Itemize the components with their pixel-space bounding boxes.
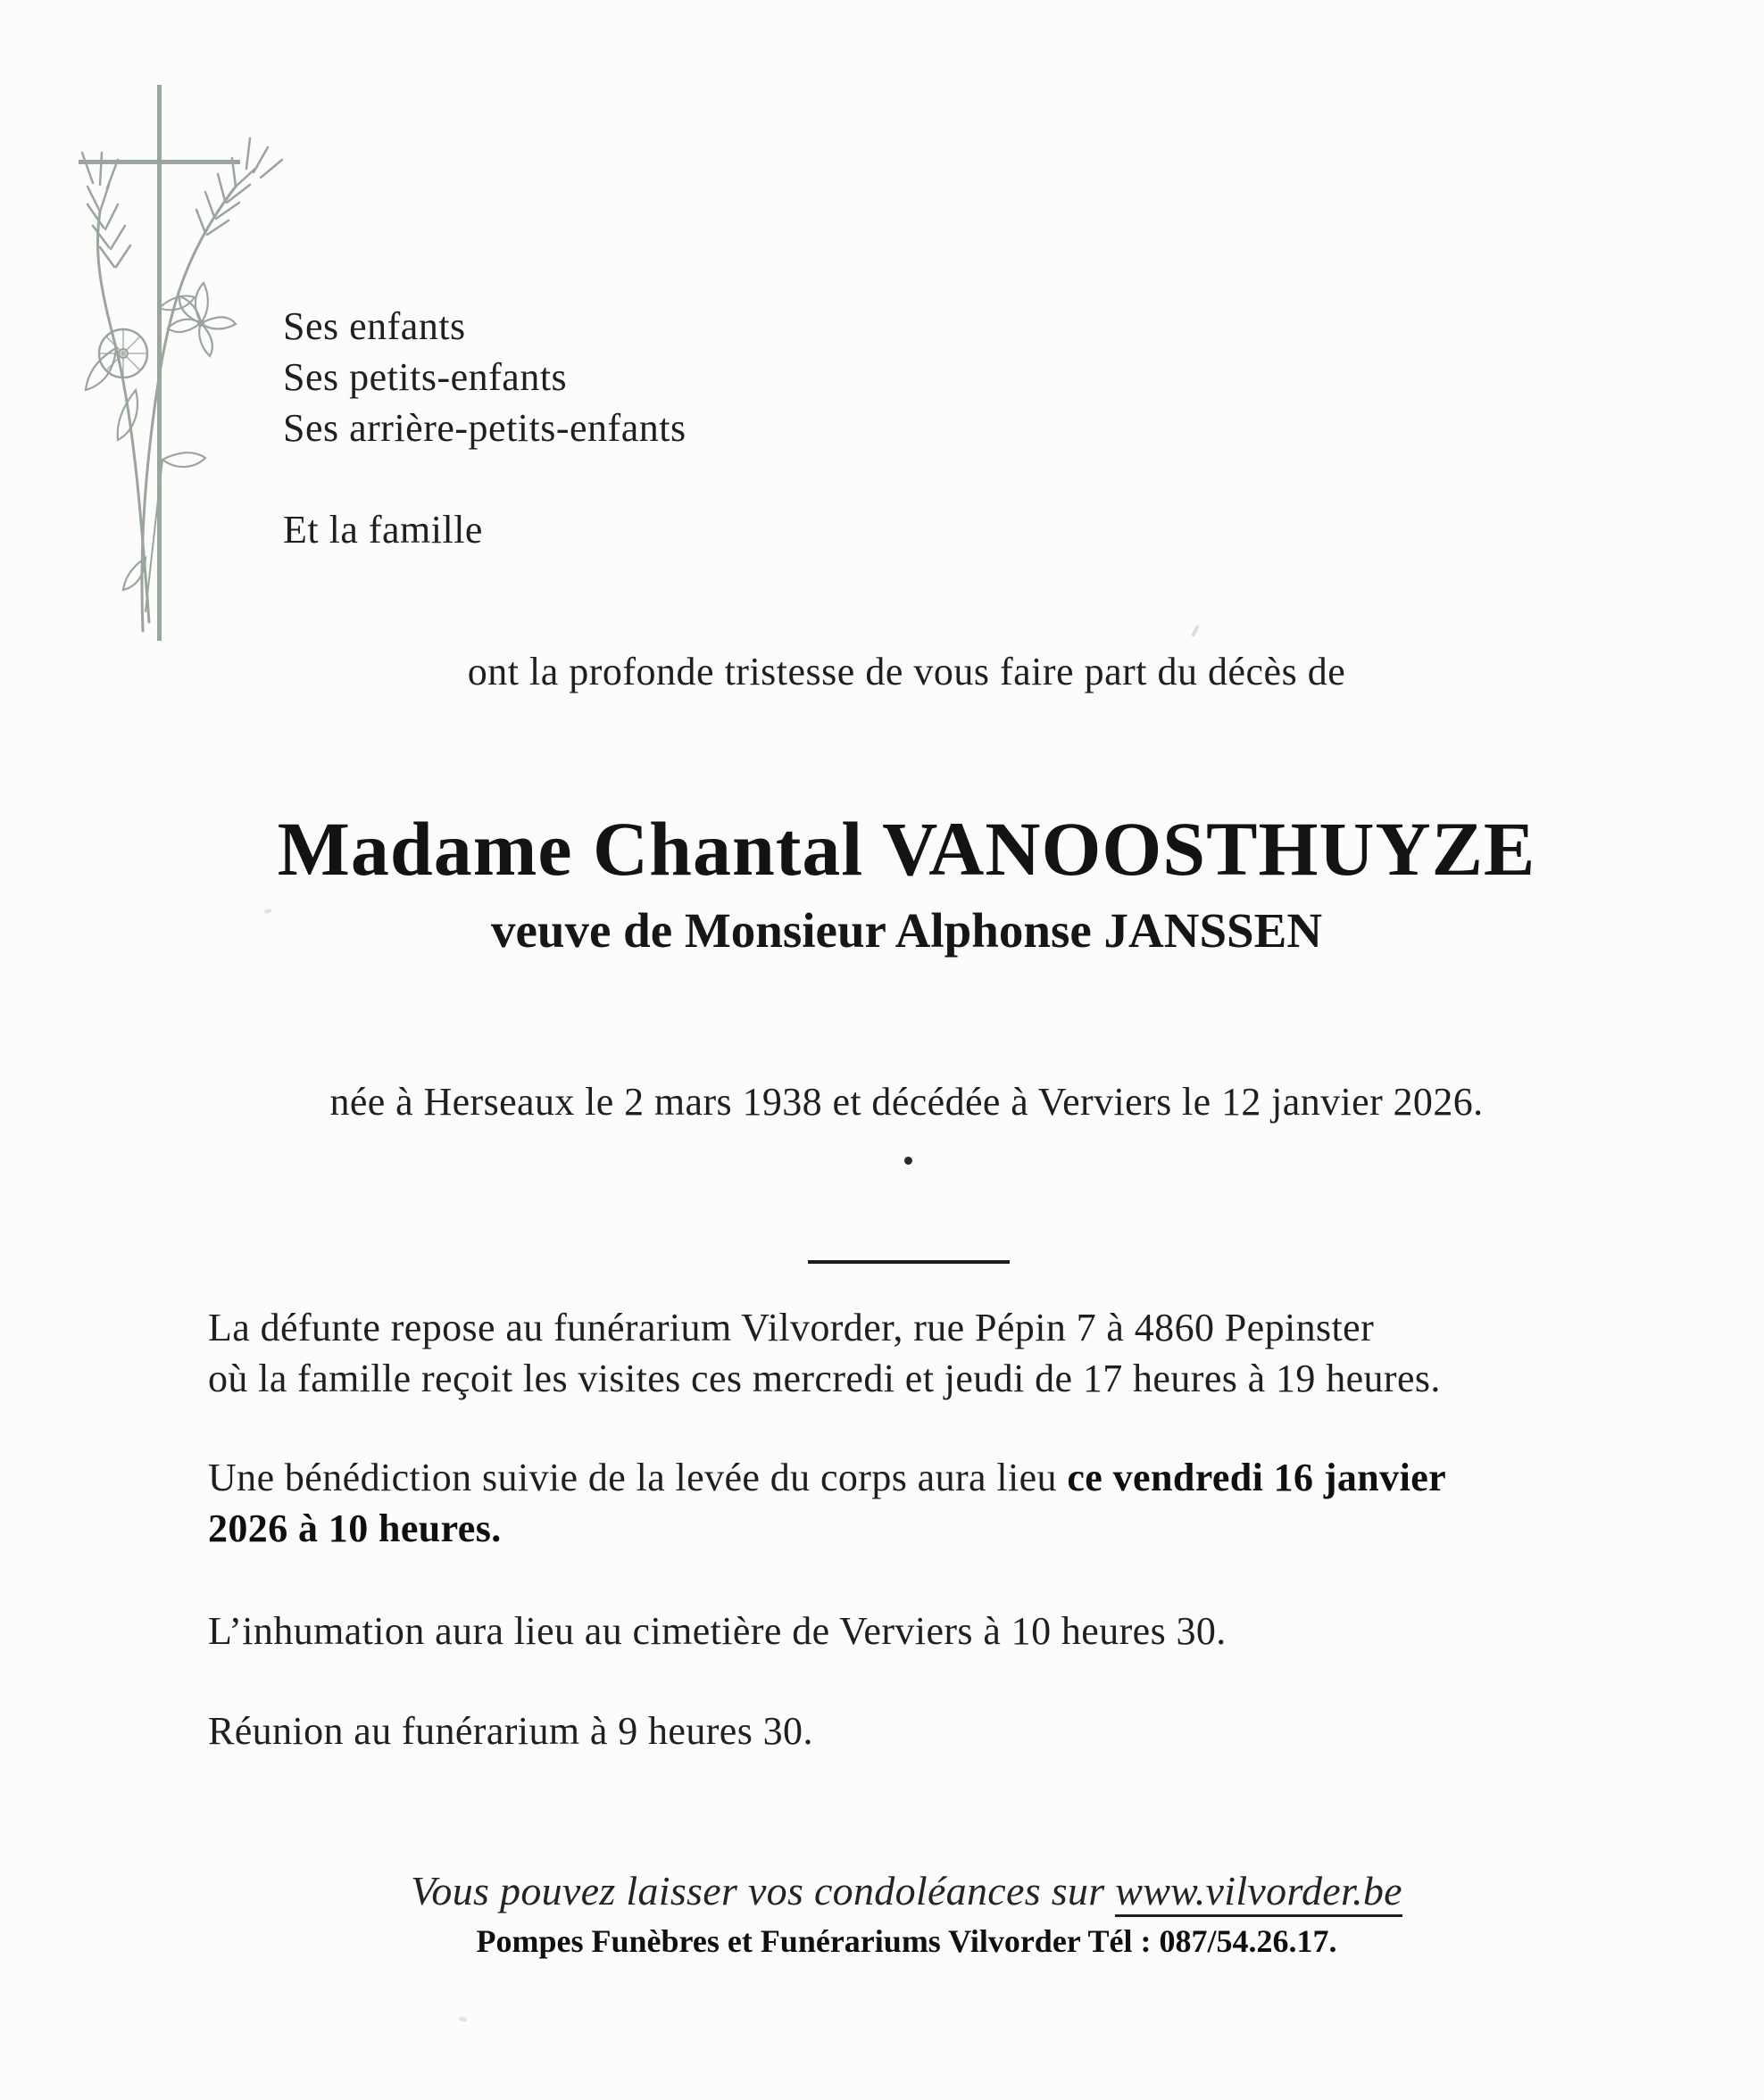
condolences-text: Vous pouvez laisser vos condoléances sur bbox=[411, 1868, 1116, 1913]
section-divider bbox=[808, 1260, 1010, 1264]
family-line: Et la famille bbox=[283, 508, 483, 552]
repose-paragraph bbox=[208, 1302, 1441, 1404]
mourner-line: Ses enfants bbox=[283, 304, 466, 348]
stem-right bbox=[142, 187, 236, 631]
benediction-bold-date: ce vendredi 16 janvier bbox=[1067, 1456, 1447, 1499]
flower-round bbox=[99, 329, 147, 378]
funeral-home-line: Pompes Funèbres et Funérariums Vilvorder Tél : 087/54.26.17. bbox=[476, 1923, 1337, 1959]
condolences-line bbox=[49, 1865, 1764, 1917]
inhumation-paragraph: L’inhumation aura lieu au cimetière de Verviers à 10 heures 30. bbox=[208, 1609, 1227, 1653]
mourner-line: Ses arrière-petits-enfants bbox=[283, 406, 686, 450]
wheat-ear-right bbox=[196, 138, 282, 235]
scan-speck bbox=[459, 2016, 468, 2022]
deceased-relation: veuve de Monsieur Alphonse JANSSEN bbox=[490, 903, 1323, 958]
deceased-name: Madame Chantal VANOOSTHUYZE bbox=[277, 806, 1536, 892]
blank-line bbox=[283, 453, 686, 504]
wheat-ear-left bbox=[82, 153, 130, 267]
benediction-paragraph bbox=[208, 1452, 1446, 1554]
repose-line-1: La défunte repose au funérarium Vilvorder, rue Pépin 7 à 4860 Pepinster bbox=[208, 1306, 1375, 1349]
announcement-line: ont la profonde tristesse de vous faire part du décès de bbox=[467, 650, 1346, 693]
mourner-line: Ses petits-enfants bbox=[283, 355, 568, 399]
scan-dot-artifact bbox=[904, 1157, 912, 1165]
mourners-list bbox=[283, 301, 686, 555]
condolences-website-text: www.vilvorder.be bbox=[1115, 1868, 1402, 1917]
benediction-bold-time: 2026 à 10 heures. bbox=[208, 1507, 502, 1550]
benediction-regular: Une bénédiction suivie de la levée du corps aura lieu bbox=[208, 1456, 1068, 1499]
reunion-paragraph: Réunion au funérarium à 9 heures 30. bbox=[208, 1709, 813, 1753]
scan-speck bbox=[1191, 625, 1200, 637]
cross-with-flowers-illustration bbox=[54, 76, 304, 656]
cross-horizontal-bar bbox=[79, 160, 240, 164]
life-dates-line: née à Herseaux le 2 mars 1938 et décédée à Verviers le 12 janvier 2026. bbox=[329, 1080, 1484, 1124]
repose-line-2: où la famille reçoit les visites ces mercredi et jeudi de 17 heures à 19 heures. bbox=[208, 1357, 1441, 1400]
